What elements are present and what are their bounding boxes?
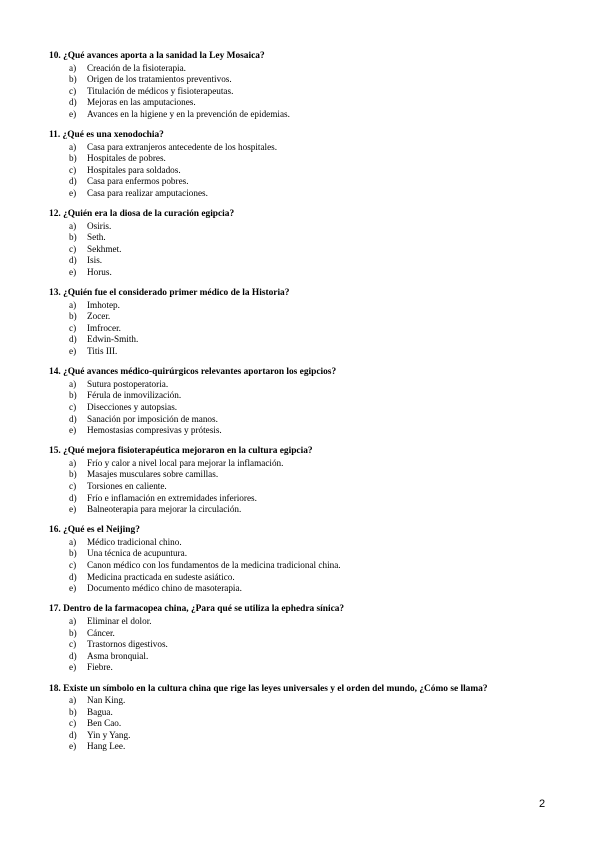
answer-option bbox=[49, 741, 569, 753]
option-letter: e) bbox=[69, 662, 77, 673]
answer-option bbox=[49, 346, 569, 358]
answer-option bbox=[49, 311, 569, 323]
answer-option bbox=[49, 662, 569, 674]
question-block bbox=[49, 604, 569, 673]
answer-option bbox=[49, 458, 569, 470]
question-title: 18. Existe un símbolo en la cultura china que rige las leyes universales y el orden del mundo, ¿Cómo se llama? bbox=[49, 683, 488, 694]
option-letter: b) bbox=[69, 469, 77, 480]
option-text: Hospitales de pobres. bbox=[87, 153, 166, 164]
option-letter: b) bbox=[69, 74, 77, 85]
answer-option bbox=[49, 334, 569, 346]
question-block bbox=[49, 525, 569, 594]
answer-option bbox=[49, 504, 569, 516]
answer-option bbox=[49, 481, 569, 493]
option-text: Mejoras en las amputaciones. bbox=[87, 97, 196, 108]
option-text: Trastornos digestivos. bbox=[87, 639, 168, 650]
option-text: Torsiones en caliente. bbox=[87, 481, 167, 491]
answer-option bbox=[49, 244, 569, 256]
answer-option bbox=[49, 572, 569, 584]
option-text: Médico tradicional chino. bbox=[87, 536, 182, 547]
option-text: Zocer. bbox=[87, 311, 111, 322]
answer-option bbox=[49, 142, 569, 154]
answer-option bbox=[49, 74, 569, 86]
option-letter: d) bbox=[69, 729, 77, 740]
option-letter: d) bbox=[69, 413, 77, 424]
option-text: Sekhmet. bbox=[87, 243, 122, 254]
option-letter: c) bbox=[69, 639, 77, 650]
answer-option bbox=[49, 176, 569, 188]
option-text: Titis III. bbox=[87, 346, 118, 357]
answer-option bbox=[49, 63, 569, 75]
option-letter: e) bbox=[69, 108, 77, 119]
option-text: Sanación por imposición de manos. bbox=[87, 413, 218, 424]
option-letter: d) bbox=[69, 255, 77, 266]
question-title: 10. ¿Qué avances aporta a la sanidad la Ley Mosaica? bbox=[49, 51, 265, 61]
option-text: Edwin-Smith. bbox=[87, 334, 139, 345]
option-text: Osiris. bbox=[87, 220, 112, 231]
answer-option bbox=[49, 402, 569, 414]
option-letter: e) bbox=[69, 583, 77, 594]
answer-option bbox=[49, 221, 569, 233]
option-letter: a) bbox=[69, 378, 77, 389]
option-letter: e) bbox=[69, 741, 77, 752]
question-title: 15. ¿Qué mejora fisioterapéutica mejoraron en la cultura egipcia? bbox=[49, 446, 313, 457]
answer-option bbox=[49, 651, 569, 663]
option-text: Origen de los tratamientos preventivos. bbox=[87, 74, 232, 85]
option-letter: a) bbox=[69, 141, 77, 152]
option-letter: c) bbox=[69, 401, 77, 412]
option-letter: e) bbox=[69, 346, 77, 357]
question-block bbox=[49, 209, 569, 278]
option-letter: a) bbox=[69, 220, 77, 231]
answer-option bbox=[49, 425, 569, 437]
option-text: Nan King. bbox=[87, 695, 126, 705]
option-text: Bagua. bbox=[87, 706, 113, 717]
answer-option bbox=[49, 97, 569, 109]
option-text: Férula de inmovilización. bbox=[87, 390, 182, 401]
option-letter: d) bbox=[69, 97, 77, 108]
answer-option bbox=[49, 639, 569, 651]
answer-option bbox=[49, 153, 569, 165]
option-letter: b) bbox=[69, 390, 77, 401]
answer-option bbox=[49, 493, 569, 505]
option-letter: a) bbox=[69, 62, 77, 73]
option-text: Yin y Yang. bbox=[87, 729, 131, 740]
question-title: 14. ¿Qué avances médico-quirúrgicos relevantes aportaron los egipcios? bbox=[49, 367, 337, 378]
option-text: Eliminar el dolor. bbox=[87, 615, 152, 626]
answer-option bbox=[49, 109, 569, 121]
question-title: 16. ¿Qué es el Neijing? bbox=[49, 525, 140, 536]
option-text: Frío y calor a nivel local para mejorar la inflamación. bbox=[87, 457, 284, 468]
answer-option bbox=[49, 560, 569, 572]
option-letter: b) bbox=[69, 548, 77, 559]
page-number: 2 bbox=[539, 798, 546, 810]
option-letter: c) bbox=[69, 481, 77, 491]
option-text: Avances en la higiene y en la prevención de epidemias. bbox=[87, 108, 290, 119]
answer-option bbox=[49, 267, 569, 279]
option-text: Imhotep. bbox=[87, 299, 120, 310]
option-text: Hang Lee. bbox=[87, 741, 126, 752]
option-letter: b) bbox=[69, 232, 77, 243]
option-text: Seth. bbox=[87, 232, 106, 243]
option-letter: e) bbox=[69, 425, 77, 436]
question-block bbox=[49, 684, 569, 753]
option-letter: c) bbox=[69, 164, 77, 175]
answer-option bbox=[49, 300, 569, 312]
option-text: Fiebre. bbox=[87, 662, 113, 673]
option-text: Imfrocer. bbox=[87, 322, 121, 333]
option-letter: c) bbox=[69, 243, 77, 254]
option-letter: b) bbox=[69, 311, 77, 322]
option-text: Isis. bbox=[87, 255, 103, 266]
answer-option bbox=[49, 86, 569, 98]
question-block bbox=[49, 367, 569, 436]
answer-option bbox=[49, 707, 569, 719]
option-text: Asma bronquial. bbox=[87, 650, 149, 661]
answer-option bbox=[49, 323, 569, 335]
option-text: Cáncer. bbox=[87, 627, 115, 638]
question-block bbox=[49, 446, 569, 515]
option-text: Ben Cao. bbox=[87, 718, 122, 729]
option-text: Hemostasias compresivas y prótesis. bbox=[87, 425, 222, 436]
answer-option bbox=[49, 390, 569, 402]
option-text: Frío e inflamación en extremidades inferiores. bbox=[87, 492, 257, 503]
option-text: Casa para realizar amputaciones. bbox=[87, 187, 208, 198]
option-letter: a) bbox=[69, 695, 77, 705]
question-title: 11. ¿Qué es una xenodochia? bbox=[49, 130, 164, 141]
answer-option bbox=[49, 255, 569, 267]
answer-option bbox=[49, 583, 569, 595]
answer-option bbox=[49, 537, 569, 549]
option-text: Casa para extranjeros antecedente de los hospitales. bbox=[87, 141, 278, 152]
answer-option bbox=[49, 548, 569, 560]
option-text: Casa para enfermos pobres. bbox=[87, 176, 189, 187]
option-letter: d) bbox=[69, 334, 77, 345]
option-letter: a) bbox=[69, 299, 77, 310]
option-letter: b) bbox=[69, 153, 77, 164]
answer-option bbox=[49, 616, 569, 628]
answer-option bbox=[49, 379, 569, 391]
option-text: Horus. bbox=[87, 267, 112, 277]
answer-option bbox=[49, 695, 569, 707]
answer-option bbox=[49, 718, 569, 730]
question-block bbox=[49, 288, 569, 357]
question-title: 17. Dentro de la farmacopea china, ¿Para qué se utiliza la ephedra sínica? bbox=[49, 604, 345, 615]
option-text: Creación de la fisioterapia. bbox=[87, 62, 186, 73]
answer-option bbox=[49, 414, 569, 426]
option-text: Masajes musculares sobre camillas. bbox=[87, 469, 219, 480]
option-text: Medicina practicada en sudeste asiático. bbox=[87, 571, 235, 582]
option-letter: c) bbox=[69, 85, 77, 96]
option-letter: d) bbox=[69, 571, 77, 582]
answer-option bbox=[49, 469, 569, 481]
option-letter: c) bbox=[69, 718, 77, 729]
answer-option bbox=[49, 730, 569, 742]
answer-option bbox=[49, 188, 569, 200]
option-text: Balneoterapia para mejorar la circulación. bbox=[87, 504, 242, 515]
question-title: 13. ¿Quién fue el considerado primer médico de la Historia? bbox=[49, 288, 290, 299]
question-list bbox=[49, 51, 569, 763]
option-text: Documento médico chino de masoterapia. bbox=[87, 583, 242, 594]
option-letter: b) bbox=[69, 706, 77, 717]
option-letter: d) bbox=[69, 492, 77, 503]
option-text: Titulación de médicos y fisioterapeutas. bbox=[87, 85, 234, 96]
option-letter: c) bbox=[69, 322, 77, 333]
option-letter: a) bbox=[69, 536, 77, 547]
option-text: Sutura postoperatoria. bbox=[87, 378, 169, 389]
option-text: Disecciones y autopsias. bbox=[87, 401, 178, 412]
option-text: Una técnica de acupuntura. bbox=[87, 548, 187, 559]
option-letter: e) bbox=[69, 504, 77, 515]
answer-option bbox=[49, 628, 569, 640]
option-text: Canon médico con los fundamentos de la medicina tradicional china. bbox=[87, 560, 341, 571]
option-text: Hospitales para soldados. bbox=[87, 164, 181, 175]
option-letter: b) bbox=[69, 627, 77, 638]
option-letter: a) bbox=[69, 615, 77, 626]
option-letter: d) bbox=[69, 650, 77, 661]
option-letter: c) bbox=[69, 560, 77, 571]
question-block bbox=[49, 51, 569, 120]
option-letter: e) bbox=[69, 187, 77, 198]
answer-option bbox=[49, 165, 569, 177]
option-letter: d) bbox=[69, 176, 77, 187]
option-letter: a) bbox=[69, 457, 77, 468]
option-letter: e) bbox=[69, 267, 77, 277]
answer-option bbox=[49, 232, 569, 244]
question-block bbox=[49, 130, 569, 199]
question-title: 12. ¿Quién era la diosa de la curación egipcia? bbox=[49, 209, 235, 220]
